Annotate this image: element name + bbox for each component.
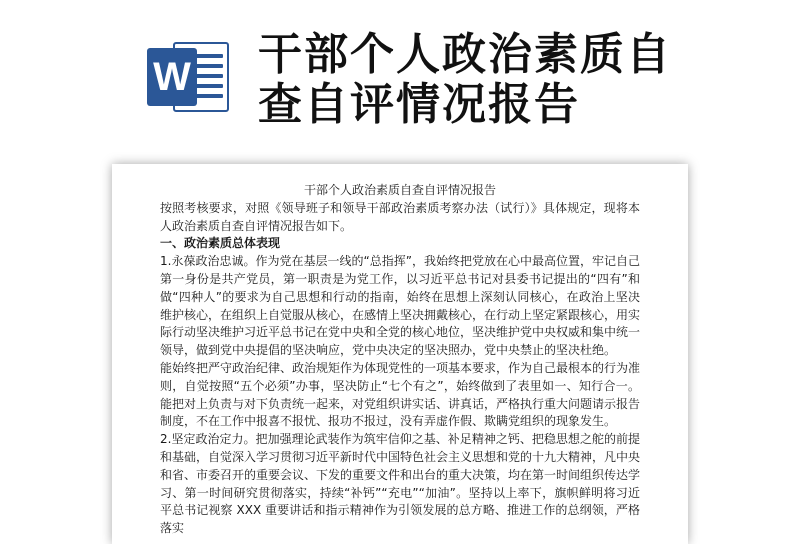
document-page: [112, 164, 688, 544]
banner-title: 干部个人政治素质自查自评情况报告: [258, 29, 672, 130]
word-app-icon: [147, 36, 231, 118]
paragraph-political-discipline: 能始终把严守政治纪律、政治规矩作为体现党性的一项基本要求，作为自己最根本的行为准则，自觉按照“五个必须”办事，坚决防止“七个有之”，始终做到了表里如一、知行合一。能把对上负责与对下负责统一起来，对党组织讲实话、讲真话，严格执行重大问题请示报告制度，不在工作中报喜不报忧、报功不报过，没有弄虚作假、欺瞒党组织的现象发生。: [160, 360, 641, 429]
document-title: 干部个人政治素质自查自评情况报告: [303, 183, 496, 197]
word-icon-letter: W: [147, 48, 197, 106]
intro-paragraph: 按照考核要求，对照《领导班子和领导干部政治素质考察办法（试行）》具体规定，现将本人政治素质自查自评情况报告如下。: [160, 200, 640, 233]
section-heading: 一、政治素质总体表现: [160, 236, 281, 251]
paragraph-political-loyalty: 1.永葆政治忠诚。作为党在基层一线的“总指挥”，我始终把党放在心中最高位置，牢记自己第一身份是共产党员，第一职责是为党工作，以习近平总书记对县委书记提出的“四有”和做“四种人”的要求为自己思想和行动的指南，始终在思想上深刻认同核心，在政治上坚决维护核心，在组织上自觉服从核心，在感情上坚决拥戴核心，在行动上坚定紧跟核心，用实际行动坚决维护习近平总书记在党中央和全党的核心地位，坚决维护党中央权威和集中统一领导，做到党中央提倡的坚决响应，党中央决定的坚决照办，党中央禁止的坚决杜绝。: [160, 254, 641, 358]
document-body: [160, 182, 640, 538]
banner: [0, 0, 800, 150]
paragraph-political-resolve: 2.坚定政治定力。把加强理论武装作为筑牢信仰之基、补足精神之钙、把稳思想之舵的前提和基础，自觉深入学习贯彻习近平新时代中国特色社会主义思想和党的十九大精神，凡中央和省、市委召开的重要会议、下发的重要文件和出台的重大决策，均在第一时间组织传达学习、第一时间研究贯彻落实，持续“补钙”“充电”“加油”。坚持以上率下，旗帜鲜明将习近平总书记视察 XXX 重要讲话和指示精神作为引领发展的总方略、推进工作的总纲领，严格落实: [160, 432, 641, 536]
